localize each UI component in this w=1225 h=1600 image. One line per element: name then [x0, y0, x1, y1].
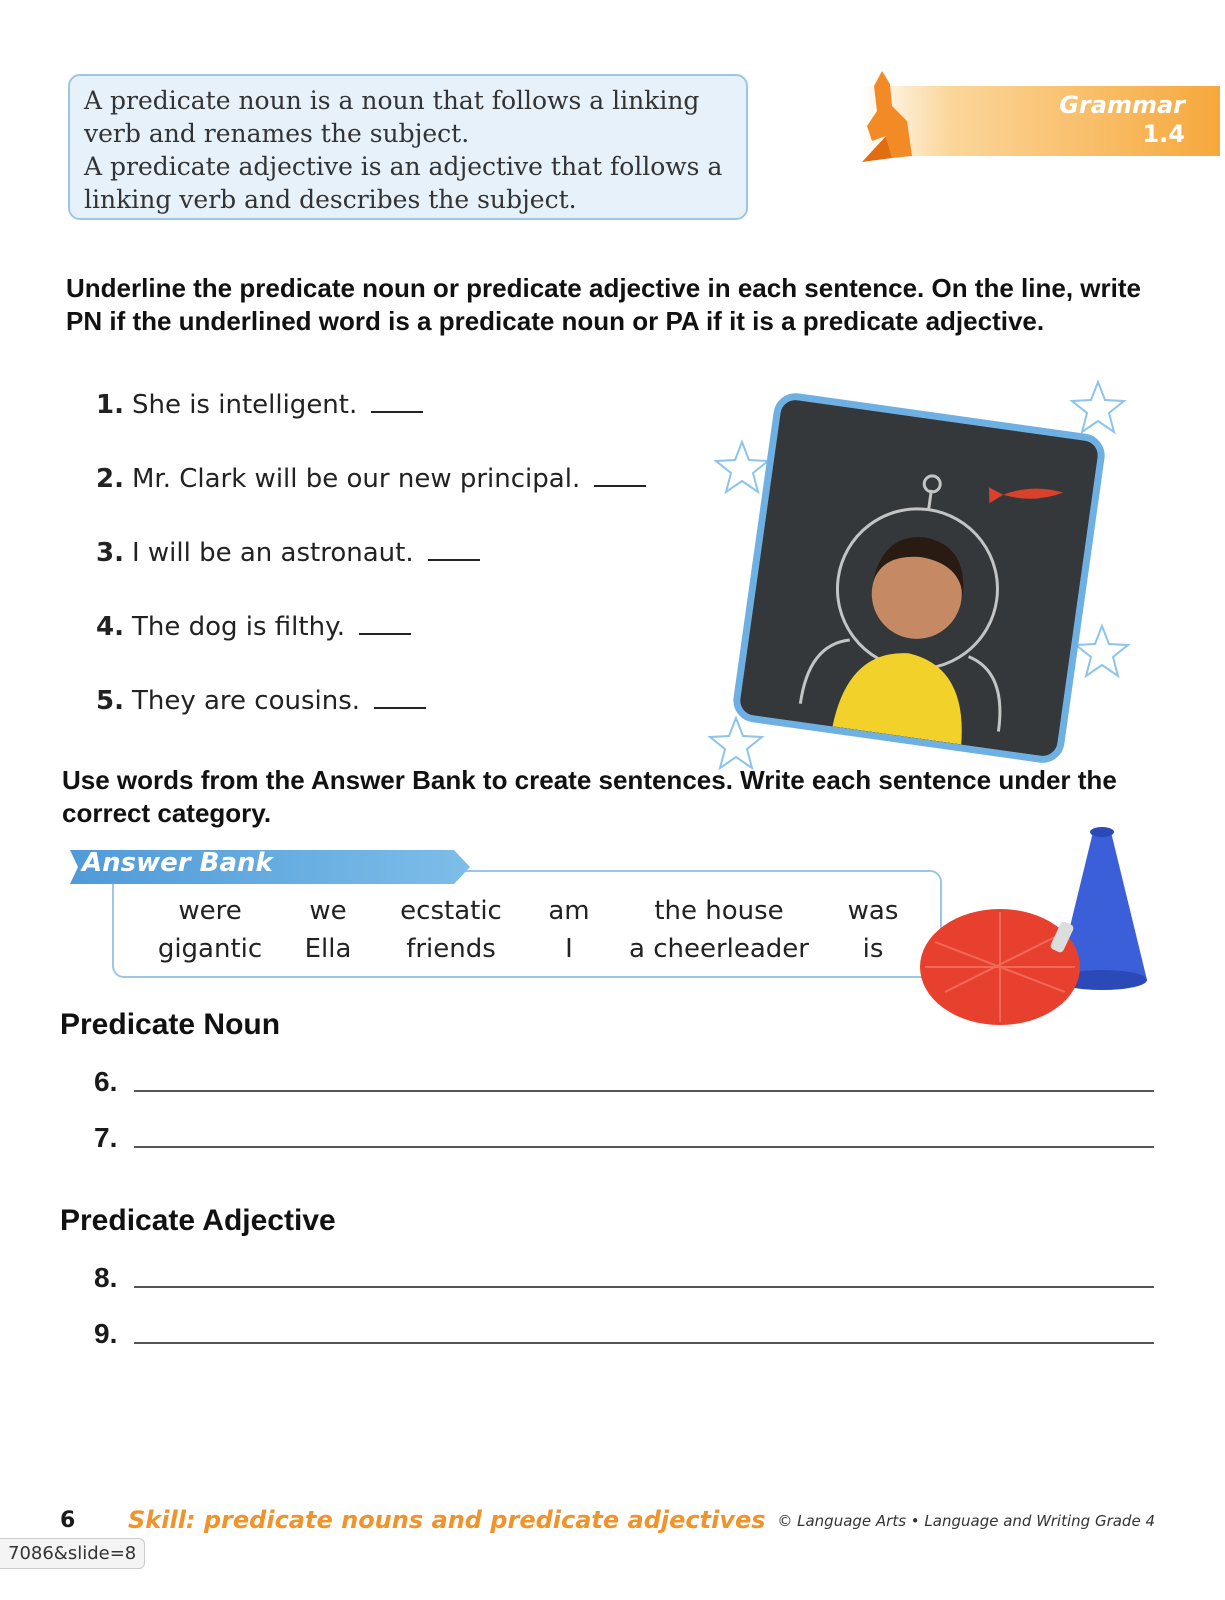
grammar-number: 1.4	[1142, 120, 1185, 148]
answer-rule[interactable]	[134, 1089, 1154, 1092]
question-text: Mr. Clark will be our new principal.	[131, 464, 581, 494]
question-number: 4.	[96, 612, 124, 642]
answer-line-7[interactable]	[94, 1122, 1154, 1154]
question-number: 2.	[96, 464, 124, 494]
heading-predicate-noun: Predicate Noun	[60, 1008, 281, 1041]
answer-rule[interactable]	[134, 1285, 1154, 1288]
question-text: She is intelligent.	[131, 390, 358, 420]
page-number: 6	[60, 1508, 76, 1533]
photo-illustration	[738, 398, 1099, 757]
question-text: The dog is filthy.	[131, 612, 346, 642]
bank-word: a cheerleader	[629, 934, 809, 964]
definition-predicate-noun: A predicate noun is a noun that follows a linking verb and renames the subject.	[84, 86, 700, 148]
heading-predicate-adjective: Predicate Adjective	[60, 1204, 336, 1237]
bank-word: gigantic	[157, 934, 263, 964]
answer-bank-title: Answer Bank	[82, 848, 273, 878]
bank-word: was	[847, 896, 899, 926]
bank-word: friends	[406, 934, 496, 964]
question-2	[96, 464, 646, 494]
instructions-part-1: Underline the predicate noun or predicate adjective in each sentence. On the line, write PN if the underlined word is a predicate noun or PA if it is a predicate adjective.	[66, 273, 1141, 336]
answer-line-9[interactable]	[94, 1318, 1154, 1350]
line-number: 8.	[94, 1262, 118, 1293]
definition-box	[68, 74, 748, 220]
definition-predicate-adjective: A predicate adjective is an adjective that follows a linking verb and describes the subject.	[84, 152, 723, 214]
question-3	[96, 538, 480, 568]
bank-word: I	[565, 934, 573, 964]
line-number: 7.	[94, 1122, 118, 1153]
publisher-credit: © Language Arts • Language and Writing Grade 4	[777, 1512, 1155, 1530]
star-icon	[1072, 622, 1132, 682]
line-number: 9.	[94, 1318, 118, 1349]
answer-rule[interactable]	[134, 1145, 1154, 1148]
line-number: 6.	[94, 1066, 118, 1097]
question-5	[96, 686, 426, 716]
astronaut-girl-photo	[731, 390, 1108, 765]
answer-rule[interactable]	[134, 1341, 1154, 1344]
star-icon	[1068, 378, 1128, 438]
bank-word: were	[178, 896, 242, 926]
answer-blank[interactable]	[374, 706, 426, 709]
bank-word: is	[862, 934, 884, 964]
kangaroo-icon	[852, 66, 922, 166]
bank-word: ecstatic	[400, 896, 502, 926]
question-number: 3.	[96, 538, 124, 568]
question-text: They are cousins.	[131, 686, 361, 716]
question-number: 1.	[96, 390, 124, 420]
answer-line-6[interactable]	[94, 1066, 1154, 1098]
instructions-part-2: Use words from the Answer Bank to create sentences. Write each sentence under the correct category.	[62, 765, 1117, 828]
question-number: 5.	[96, 686, 124, 716]
megaphone-pompom-icon	[915, 822, 1155, 1042]
bank-word: we	[309, 896, 347, 926]
question-text: I will be an astronaut.	[131, 538, 414, 568]
question-1	[96, 390, 423, 420]
grammar-label: Grammar	[1059, 91, 1185, 119]
answer-line-8[interactable]	[94, 1262, 1154, 1294]
skill-label: Skill: predicate nouns and predicate adjectives	[128, 1506, 766, 1534]
answer-blank[interactable]	[359, 632, 411, 635]
answer-blank[interactable]	[594, 484, 646, 487]
question-4	[96, 612, 411, 642]
answer-blank[interactable]	[371, 410, 423, 413]
bank-word: am	[548, 896, 590, 926]
url-fragment[interactable]: 7086&slide=8	[0, 1538, 145, 1569]
bank-word: Ella	[304, 934, 352, 964]
answer-blank[interactable]	[428, 558, 480, 561]
bank-word: the house	[654, 896, 784, 926]
